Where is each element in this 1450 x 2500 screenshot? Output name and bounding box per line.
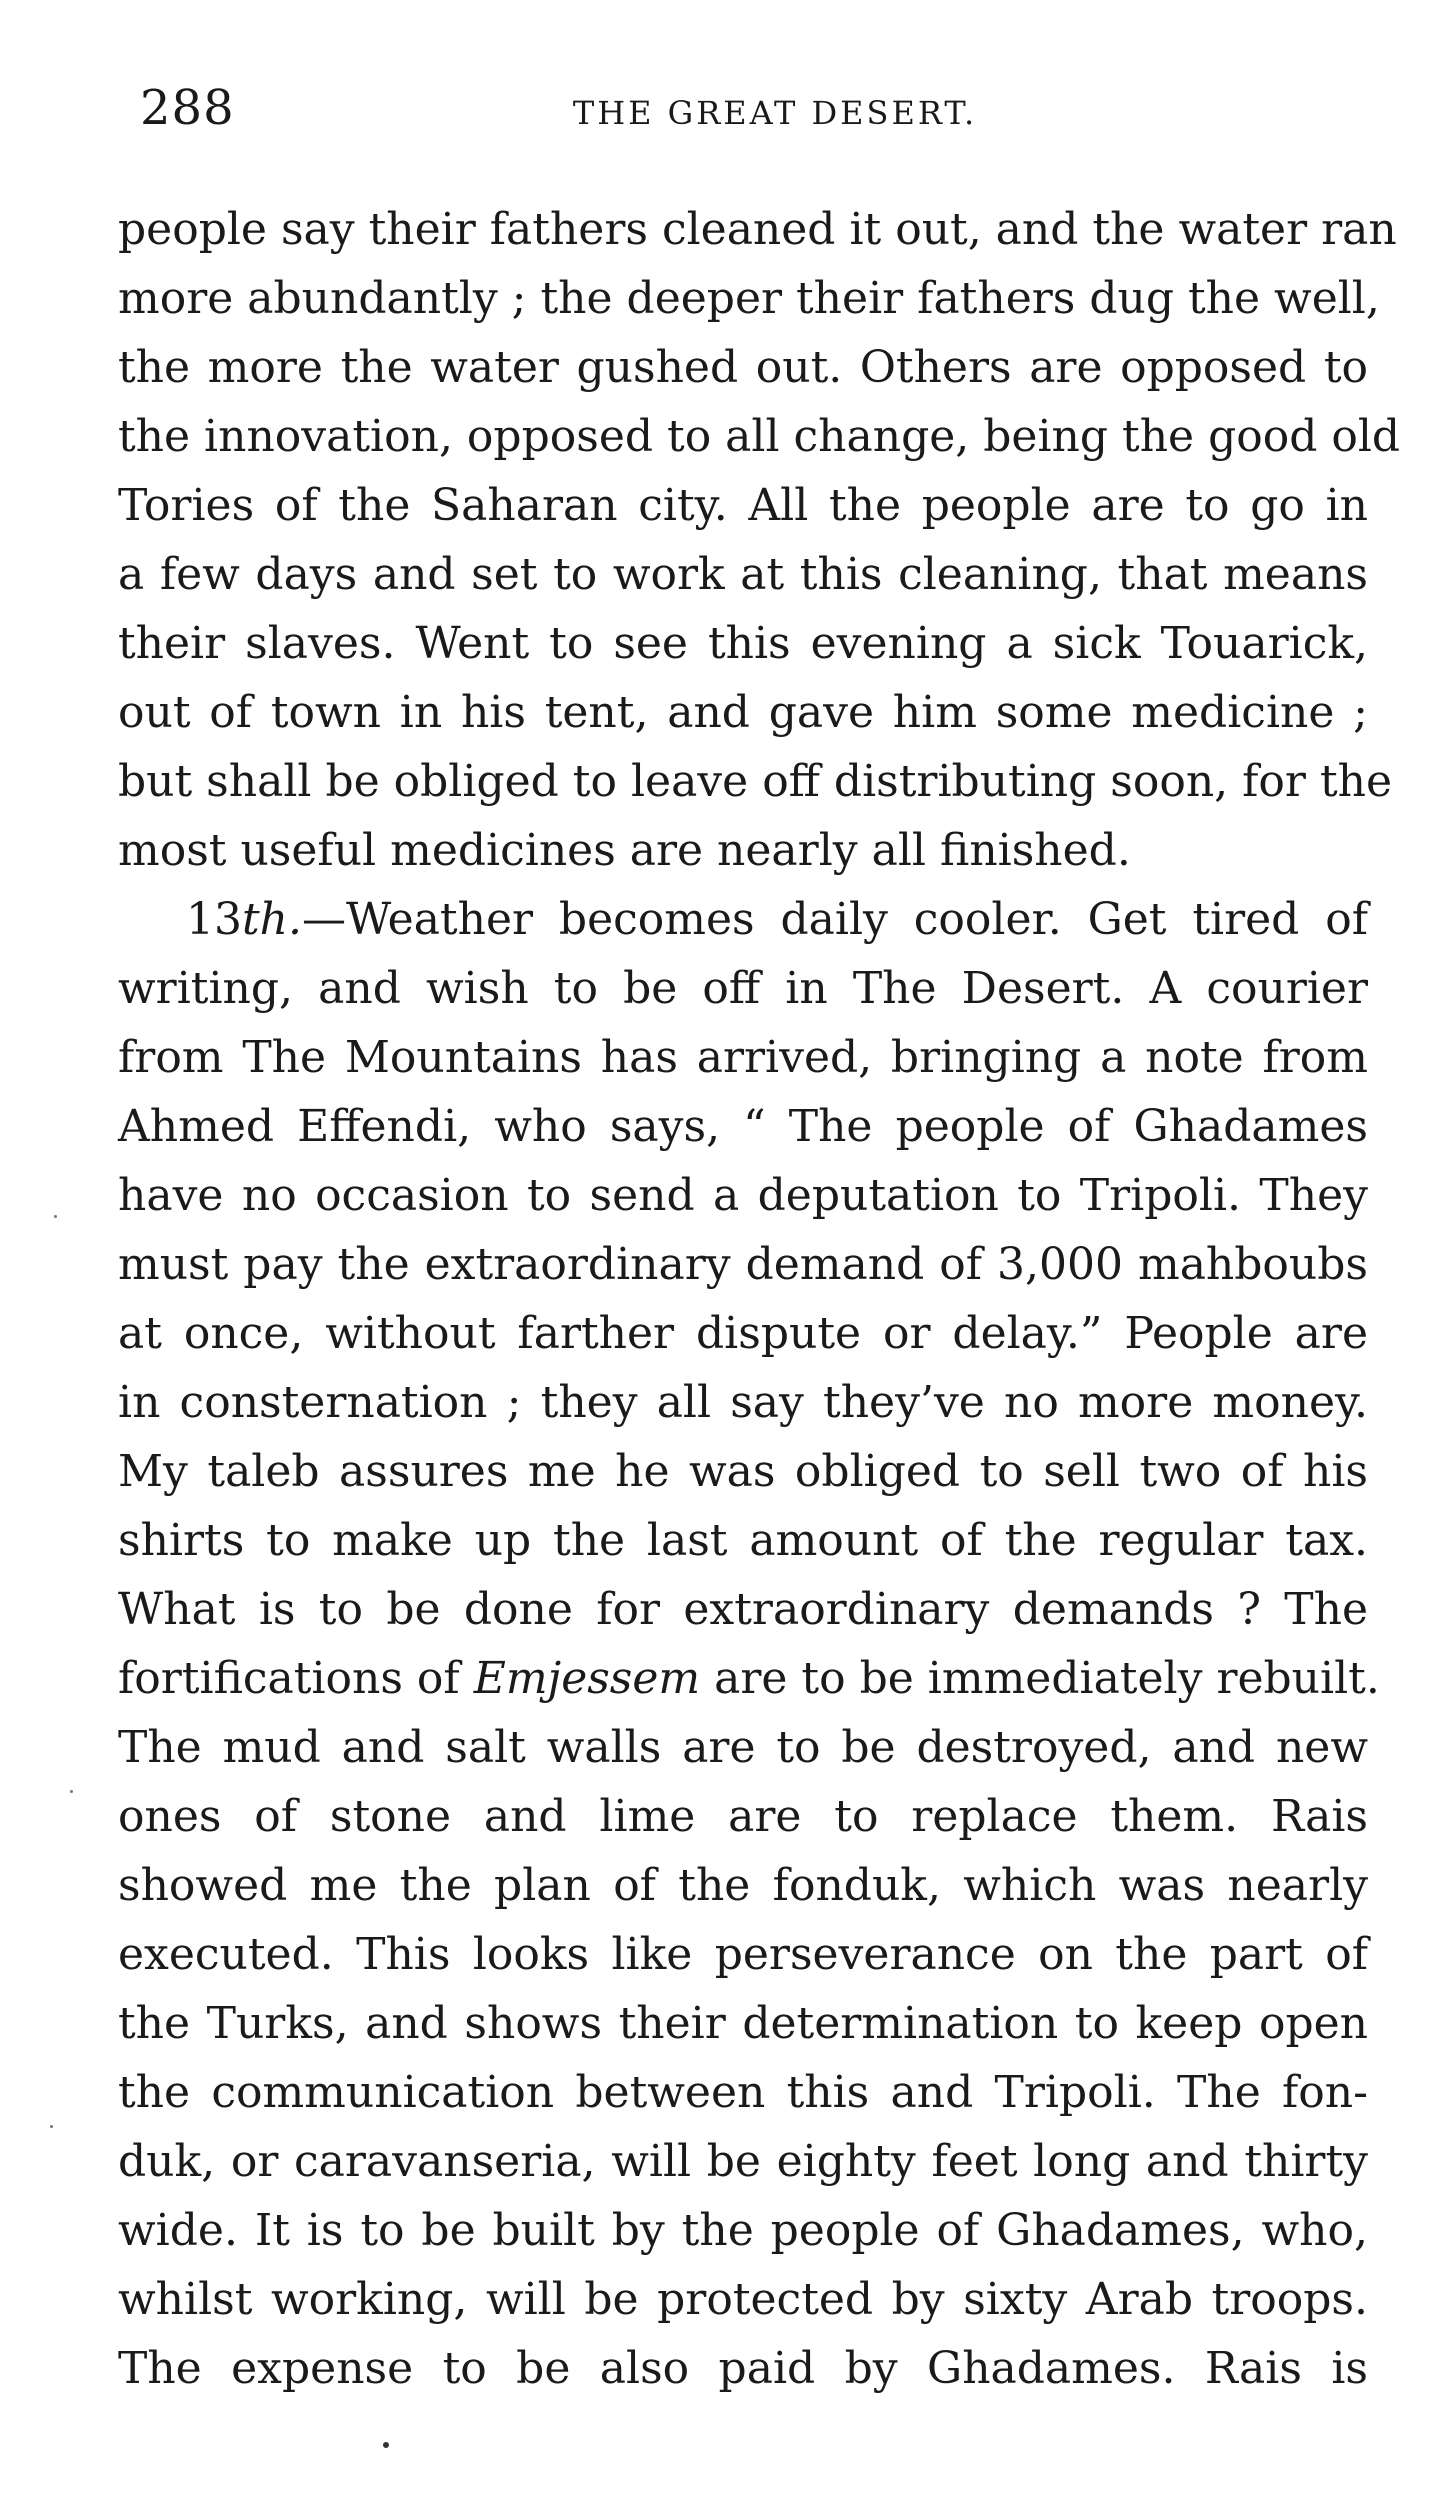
body-text: [118, 195, 1401, 2403]
text-line: the innovation, opposed to all change, being the good old: [118, 411, 1401, 462]
text-line: in consternation ; they all say they’ve no more money.: [118, 1377, 1368, 1428]
text-line: have no occasion to send a deputation to Tripoli. They: [118, 1170, 1368, 1221]
italic-text: th.: [242, 894, 303, 945]
text-line: the more the water gushed out. Others are opposed to: [118, 342, 1368, 393]
text-line: most useful medicines are nearly all finished.: [118, 825, 1131, 876]
text-line: Ahmed Effendi, who says, “ The people of Ghadames: [118, 1101, 1368, 1152]
text-line: at once, without farther dispute or delay.” People are: [118, 1308, 1368, 1359]
text-line: The mud and salt walls are to be destroyed, and new: [118, 1722, 1368, 1773]
text-line: Tories of the Saharan city. All the people are to go in: [118, 480, 1368, 531]
text-line: wide. It is to be built by the people of Ghadames, who,: [118, 2205, 1368, 2256]
text-line: a few days and set to work at this cleaning, that means: [118, 549, 1368, 600]
text-line: duk, or caravanseria, will be eighty feet long and thirty: [118, 2136, 1368, 2187]
text-line: showed me the plan of the fonduk, which was nearly: [118, 1860, 1368, 1911]
text-line: but shall be obliged to leave off distributing soon, for the: [118, 756, 1393, 807]
page-number: 288: [140, 80, 235, 136]
text-line: shirts to make up the last amount of the regular tax.: [118, 1515, 1368, 1566]
text-line: more abundantly ; the deeper their fathers dug the well,: [118, 273, 1380, 324]
print-speck: [50, 2125, 53, 2128]
text-line: ones of stone and lime are to replace them. Rais: [118, 1791, 1368, 1842]
text-line: My taleb assures me he was obliged to sell two of his: [118, 1446, 1368, 1497]
text-line: 13th.—Weather becomes daily cooler. Get tired of: [186, 894, 1368, 945]
print-speck: [70, 1790, 73, 1793]
text-line: fortifications of Emjessem are to be immediately rebuilt.: [118, 1653, 1380, 1704]
running-title: THE GREAT DESERT.: [572, 94, 978, 132]
page-header: [140, 80, 1370, 150]
text-line: from The Mountains has arrived, bringing a note from: [118, 1032, 1368, 1083]
text-line: The expense to be also paid by Ghadames. Rais is: [118, 2343, 1368, 2394]
text-line: What is to be done for extraordinary demands ? The: [118, 1584, 1368, 1635]
text-line: must pay the extraordinary demand of 3,000 mahboubs: [118, 1239, 1368, 1290]
text-line: their slaves. Went to see this evening a sick Touarick,: [118, 618, 1368, 669]
text-line: whilst working, will be protected by sixty Arab troops.: [118, 2274, 1368, 2325]
italic-text: Emjessem: [473, 1653, 701, 1704]
text-line: out of town in his tent, and gave him some medicine ;: [118, 687, 1368, 738]
text-line: people say their fathers cleaned it out, and the water ran: [118, 204, 1397, 255]
print-mark: [383, 2442, 389, 2448]
print-speck: [54, 1215, 57, 1218]
text-line: the communication between this and Tripoli. The fon-: [118, 2067, 1368, 2118]
text-line: writing, and wish to be off in The Desert. A courier: [118, 963, 1368, 1014]
text-line: the Turks, and shows their determination to keep open: [118, 1998, 1368, 2049]
text-line: executed. This looks like perseverance on the part of: [118, 1929, 1368, 1980]
